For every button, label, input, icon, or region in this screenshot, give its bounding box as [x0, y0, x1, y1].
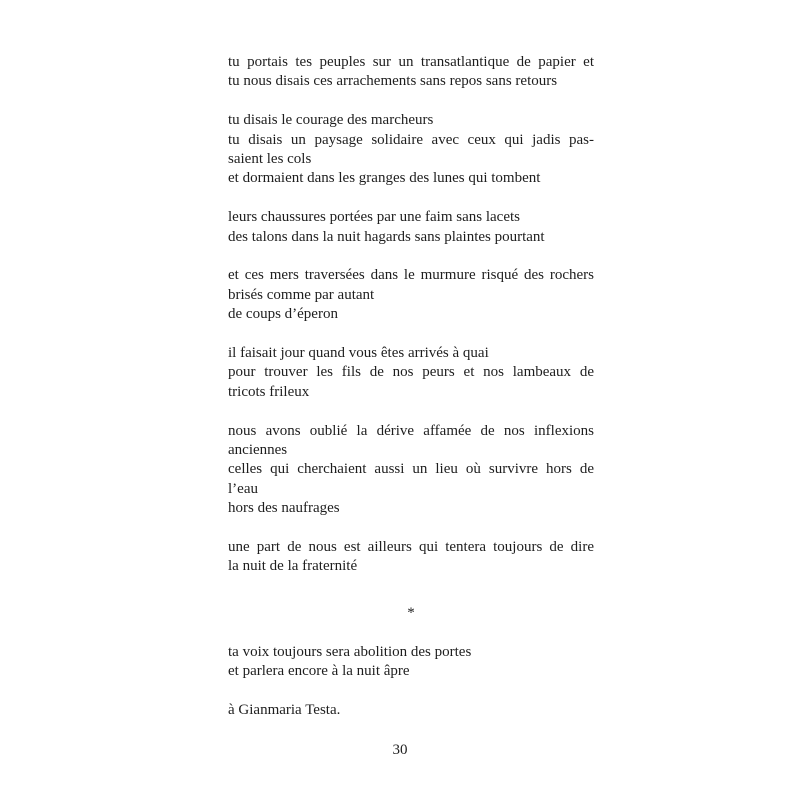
stanza-5: [228, 344, 594, 402]
poem-line: tu nous disais ces arrachements sans repos sans retours: [228, 73, 558, 90]
poem-body: [228, 53, 594, 721]
poem-line: la nuit de la fraternité: [228, 558, 358, 575]
stanza-1: [228, 53, 594, 92]
poem-line: et parlera encore à la nuit âpre: [228, 663, 410, 680]
stanza-2: [228, 111, 594, 189]
poem-line: et dormaient dans les granges des lunes qui tombent: [228, 170, 541, 187]
asterisk-separator: *: [407, 605, 415, 622]
poem-line: l’eau: [228, 480, 258, 497]
poem-line: celles qui cherchaient aussi un lieu où survivre hors de: [228, 461, 594, 478]
poem-line: tricots frileux: [228, 383, 310, 400]
poem-line: une part de nous est ailleurs qui tentera toujours de dire: [228, 539, 594, 556]
poem-line: leurs chaussures portées par une faim sans lacets: [228, 209, 520, 226]
poem-line: il faisait jour quand vous êtes arrivés à quai: [228, 345, 489, 362]
final-stanza: [228, 643, 594, 682]
poem-line: nous avons oublié la dérive affamée de nos inflexions: [228, 422, 594, 439]
page-number: 30: [392, 742, 408, 758]
stanza-6: [228, 422, 594, 519]
poem-line: tu disais un paysage solidaire avec ceux qui jadis pas-: [228, 131, 594, 148]
stanza-7: [228, 538, 594, 577]
poem-line: tu portais tes peuples sur un transatlantique de papier et: [228, 54, 594, 70]
poem-line: pour trouver les fils de nos peurs et nos lambeaux de: [228, 364, 594, 381]
dedication: [228, 701, 594, 720]
poem-line: brisés comme par autant: [228, 286, 375, 303]
poem-line: ta voix toujours sera abolition des portes: [228, 644, 472, 661]
poem-line: des talons dans la nuit hagards sans plaintes pourtant: [228, 228, 545, 245]
dedication-text: à Gianmaria Testa.: [228, 702, 341, 719]
stanza-3: [228, 208, 594, 247]
section-separator: [228, 596, 594, 623]
poem-line: et ces mers traversées dans le murmure risqué des rochers: [228, 267, 594, 284]
poem-line: hors des naufrages: [228, 500, 340, 517]
poem-line: anciennes: [228, 442, 288, 459]
stanza-4: [228, 266, 594, 324]
poem-line: de coups d’éperon: [228, 306, 338, 323]
poem-line: saient les cols: [228, 151, 312, 168]
poem-line: tu disais le courage des marcheurs: [228, 112, 434, 129]
